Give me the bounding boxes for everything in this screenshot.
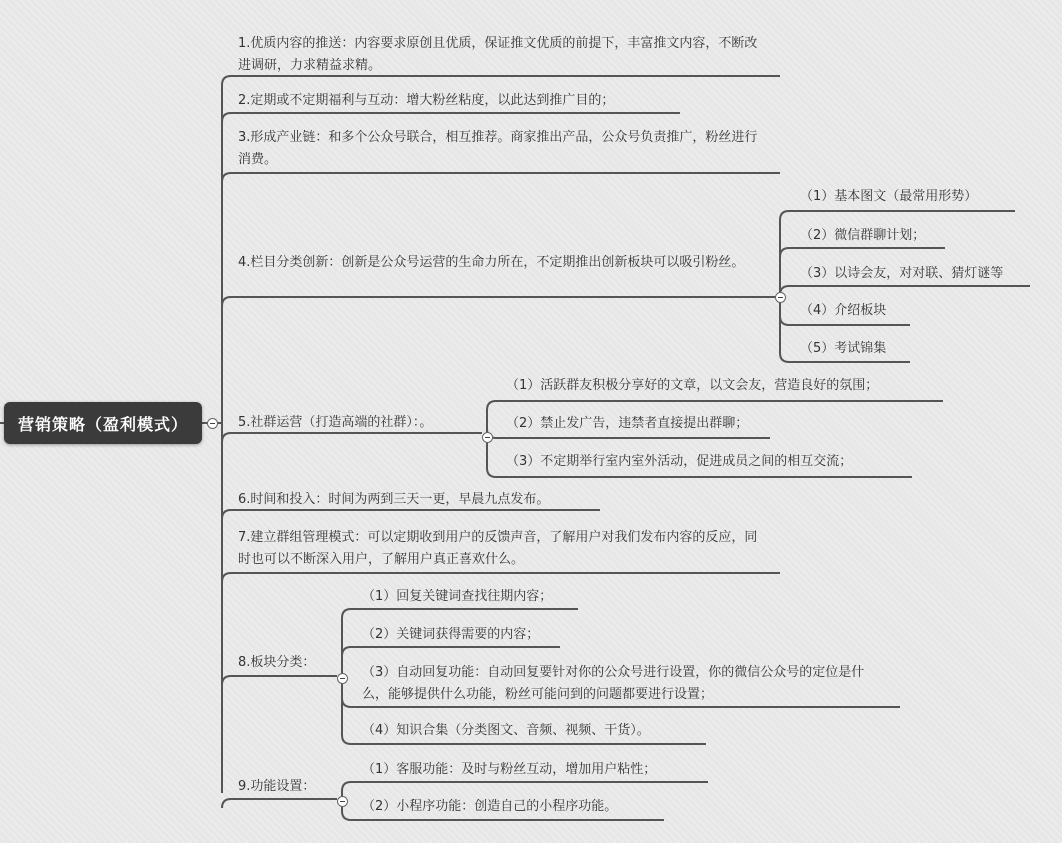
t8-branch-1 [342, 609, 578, 618]
t8-branch-2 [342, 647, 560, 656]
root-node[interactable] [4, 402, 202, 444]
topic-5-child-1[interactable]: （1）活跃群友积极分享好的文章，以文会友，营造良好的氛围； [506, 378, 879, 393]
topic-6[interactable]: 6.时间和投入：时间为两到三天一更，早晨九点发布。 [238, 492, 550, 507]
topic-8-child-1[interactable]: （1）回复关键词查找往期内容； [362, 589, 553, 604]
t4-branch-2 [780, 248, 945, 257]
topic-5-collapse-toggle[interactable] [482, 432, 493, 443]
topic-4-child-3[interactable]: （3）以诗会友，对对联、猜灯谜等 [800, 266, 1004, 281]
topic-8-child-2[interactable]: （2）关键词获得需要的内容； [362, 627, 540, 642]
root-label: 营销策略（盈利模式） [17, 414, 188, 434]
topic-7[interactable]: 7.建立群组管理模式：可以定期收到用户的反馈声音，了解用户对我们发布内容的反应，同时也可以不断深入用户，了解用户真正喜欢什么。 [238, 530, 758, 567]
topic-9-collapse-toggle[interactable] [337, 796, 348, 807]
topic-4-child-2[interactable]: （2）微信群聊计划； [800, 228, 926, 243]
branch-topic-8 [222, 676, 337, 685]
branch-topic-5 [222, 433, 482, 442]
topic-3[interactable]: 3.形成产业链：和多个公众号联合，相互推荐。商家推出产品，公众号负责推广，粉丝进行消费。 [238, 130, 758, 167]
topic-8-child-3[interactable]: （3）自动回复功能：自动回复要针对你的公众号进行设置，你的微信公众号的定位是什么，能够提供什么功能，粉丝可能问到的问题都要进行设置； [362, 665, 865, 702]
branch-topic-6 [222, 510, 600, 519]
branch-topic-1 [222, 76, 780, 85]
t4-branch-3 [780, 286, 1030, 295]
topic-4-child-5[interactable]: （5）考试锦集 [800, 341, 887, 356]
topic-5-child-3[interactable]: （3）不定期举行室内室外活动，促进成员之间的相互交流； [506, 454, 853, 469]
topic-8-collapse-toggle[interactable] [337, 673, 348, 684]
branch-topic-2 [222, 113, 680, 122]
topic-9-child-2[interactable]: （2）小程序功能：创造自己的小程序功能。 [362, 799, 618, 814]
topic-9[interactable]: 9.功能设置： [238, 779, 316, 794]
branch-topic-4 [222, 297, 780, 306]
topic-4-collapse-toggle[interactable] [775, 292, 786, 303]
topic-4-child-1[interactable]: （1）基本图文（最常用形势） [800, 189, 978, 204]
topic-5-child-2[interactable]: （2）禁止发广告，违禁者直接提出群聊； [506, 416, 749, 431]
topic-4[interactable]: 4.栏目分类创新：创新是公众号运营的生命力所在，不定期推出创新板块可以吸引粉丝。 [238, 255, 745, 270]
t9-branch-1 [342, 782, 708, 791]
branch-topic-9 [222, 799, 337, 808]
topic-4-child-4[interactable]: （4）介绍板块 [800, 303, 887, 318]
t4-branch-1 [780, 211, 1015, 220]
branch-topic-3 [222, 173, 780, 182]
topic-1[interactable]: 1.优质内容的推送：内容要求原创且优质，保证推文优质的前提下，丰富推文内容，不断改进调研，力求精益求精。 [238, 36, 758, 73]
topic-2[interactable]: 2.定期或不定期福利与互动：增大粉丝粘度，以此达到推广目的； [238, 93, 615, 108]
topic-8-child-4[interactable]: （4）知识合集（分类图文、音频、视频、干货）。 [362, 723, 650, 738]
t5-branch-1 [487, 401, 943, 410]
topic-9-child-1[interactable]: （1）客服功能：及时与粉丝互动，增加用户粘性； [362, 762, 657, 777]
topic-8[interactable]: 8.板块分类： [238, 655, 316, 670]
root-collapse-toggle[interactable] [207, 418, 218, 429]
branch-topic-7 [222, 573, 780, 582]
topic-5[interactable]: 5.社群运营（打造高端的社群）：。 [238, 415, 433, 430]
